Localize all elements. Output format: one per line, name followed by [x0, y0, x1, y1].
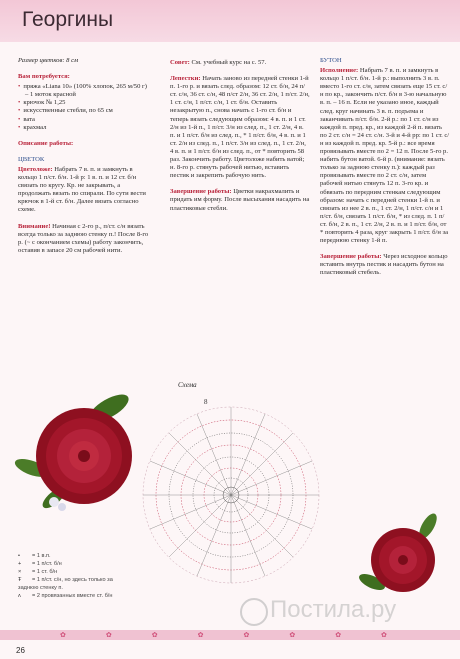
legend-symbol: ×	[18, 569, 22, 575]
watermark-logo-icon	[240, 598, 268, 626]
exec-text: Набрать 7 в. п. и замкнуть в кольцо 1 п/ст. б/н. 1-й р.: выполнить 3 в. п. вместо 1-го ст. с/н, затем связать еще 15 ст. с/н по кр., закончить п/ст. б/н в 3-ю начальную в. п. – 16 п. Если не указано иное, каждый след. круг начинать 3 в. п. подъема и заканчивать п/ст. б/н. 2-й р.: по 1 ст. с/н из каждой п. пред. кр., из каждой 2-й п. вязать по 2 ст. с/н = 24 ст. с/н. 3-й и 4-й рр: по 1 ст. с/н из каждой п. пред. кр. 5-й р.: все время провязывать вместе по 2 = 12 п. После 5-го р. набить бутон ватой. 6-й р. (внимание: вязать только за заднюю стенку п.): каждый раз провязывать вместе по 2 ст. с/н, затем рабочей нитью стянуть 12 п. 3-го кр. и обвязать по передним стенкам следующим образом: начать с передней стенки 1-й п. и связать из нее 2 в. п., 1 ст. 2/н, 1 п/ст. с/н и 1 п/ст. б/н, связать 1 п/ст. б/н, * из след. п. 1 п/ст. б/н, 2 в. п., 1 ст. 2/н, 2 в. п. и 1 п/ст. б/н, от * повторить 4 раза, круг закрыть 1 п/ст. б/н за переднюю стенку 1-й п.	[320, 67, 450, 245]
legend-symbol: Ŧ	[18, 577, 22, 583]
column-materials	[18, 57, 151, 255]
flower-size: Размер цветков: 8 см	[18, 57, 79, 64]
legend-text: = 1 в.п.	[32, 553, 51, 559]
dahlia-flower-illustration	[14, 386, 144, 516]
center-paragraph	[18, 166, 151, 215]
legend-symbol: •	[18, 553, 20, 559]
legend-item	[18, 552, 128, 560]
exec-label: Исполнение:	[320, 67, 359, 75]
center-label: Цветоложе:	[18, 165, 53, 173]
finish-paragraph	[170, 188, 310, 212]
footer-flowers-icon: ✿✿✿✿✿✿✿✿	[60, 631, 427, 639]
list-item: • крахмал	[25, 124, 151, 132]
legend	[18, 552, 128, 600]
bud-finish-paragraph	[320, 253, 450, 277]
note-label: Внимание!	[18, 222, 51, 230]
crochet-chart	[136, 390, 326, 590]
tip-label: Совет:	[170, 59, 190, 66]
page-number: 26	[16, 646, 25, 655]
finish-label: Завершение работы:	[170, 188, 232, 196]
legend-symbol: ʌ	[18, 593, 21, 599]
petals-paragraph	[170, 75, 310, 180]
exec-paragraph	[320, 67, 450, 245]
page-title: Георгины	[22, 8, 114, 31]
note-paragraph	[18, 223, 151, 255]
legend-item	[18, 576, 128, 592]
petals-label: Лепестки:	[170, 75, 201, 83]
legend-item	[18, 592, 128, 600]
legend-text: = 1 п/ст. б/н	[32, 561, 62, 567]
schema-label: Схема	[178, 381, 197, 389]
watermark: Постила.ру	[270, 596, 397, 623]
tip-text: См. учебный курс на с. 57.	[191, 59, 267, 66]
list-item: • вата	[25, 116, 151, 124]
list-item: • пряжа «Liana 10» (100% хлопок, 265 м/50 г) – 1 моток красной	[25, 83, 151, 99]
center-text: Набрать 7 в. п. и замкнуть в кольцо 1 п/ст. б/н. 1-й р: 1 в. п. и 12 ст. б/н связать по кругу. Кр. не закрывать, а продолжать вязать по спирали. По сути вести крючок в 1-й ст. б/н. Далее вязать согласно схеме.	[18, 165, 146, 214]
bud-heading: БУТОН	[320, 57, 342, 64]
materials-list	[18, 83, 151, 132]
materials-heading: Вам потребуется:	[18, 73, 70, 81]
legend-item	[18, 560, 128, 568]
column-petals	[170, 57, 310, 213]
bud-finish-label: Завершение работы:	[320, 253, 382, 261]
note-text: Начиная с 2-го р., п/ст. с/н вязать всегда только за заднюю стенку п.! После 8-го р. (~ с окончанием схемы) работу закончить, оставив в запасе 20 см рабочей нити.	[18, 222, 149, 254]
petals-text: Начать заново из передней стенки 1-й п. 1-го р. и вязать след. образом: 12 ст. б/н, 24 п/ст. с/н, 36 ст. с/н, 48 п/ст 2/н, 36 ст. 2/н, 1 п/ст. 2/н, 1 ст. с/н, 1 п/ст. с/н, 1 ст. б/н. Оставить незакрытую п., снова начать с 1-го ст. б/н и теперь вязать следующим образом: 4 в. п. и 1 ст. 2/н из 1-й п., 1 п/ст. 3/н из след. п., 1 ст. 2/н, 4 в. п. и 1 п/ст. б/н из след. п., * 1 п/ст. б/н, 4 в. п. и 1 ст. 2/н из след. п., 1 п/ст. 3/н из след. п., 1 ст. 2/н, 4 в. п. и 1 п/ст. б/н из след. п., от * повторить 58 раз. Закончить работу. Цветоложе набить ватой; н. 8-го р. стянуть рабочей нитью, вставить пестик и закрепить рабочую нить.	[170, 75, 310, 180]
legend-text: = 1 ст. б/н	[32, 569, 58, 575]
legend-text: = 2 провязанных вместе ст. б/н	[32, 593, 113, 599]
list-item: • крючок № 1,25	[25, 99, 151, 107]
legend-symbol: +	[18, 561, 22, 567]
tip-paragraph	[170, 59, 310, 67]
legend-text: = 1 п/ст. с/н, но здесь только за заднюю стенку п.	[18, 577, 113, 591]
list-item: • искусственные стебли, по 65 см	[25, 107, 151, 115]
legend-item	[18, 568, 128, 576]
bud-finish-text: Через исходное кольцо вставить внутрь пестик и насадить бутон на пластиковый стебель.	[320, 253, 448, 277]
row-marker: 8	[204, 398, 208, 406]
column-bud	[320, 57, 450, 277]
finish-text: Цветки накрахмалить и придать им форму. После высыхания насадить на пластиковые стебли.	[170, 188, 310, 212]
description-heading: Описание работы:	[18, 139, 74, 147]
flower-heading: ЦВЕТОК	[18, 155, 45, 163]
